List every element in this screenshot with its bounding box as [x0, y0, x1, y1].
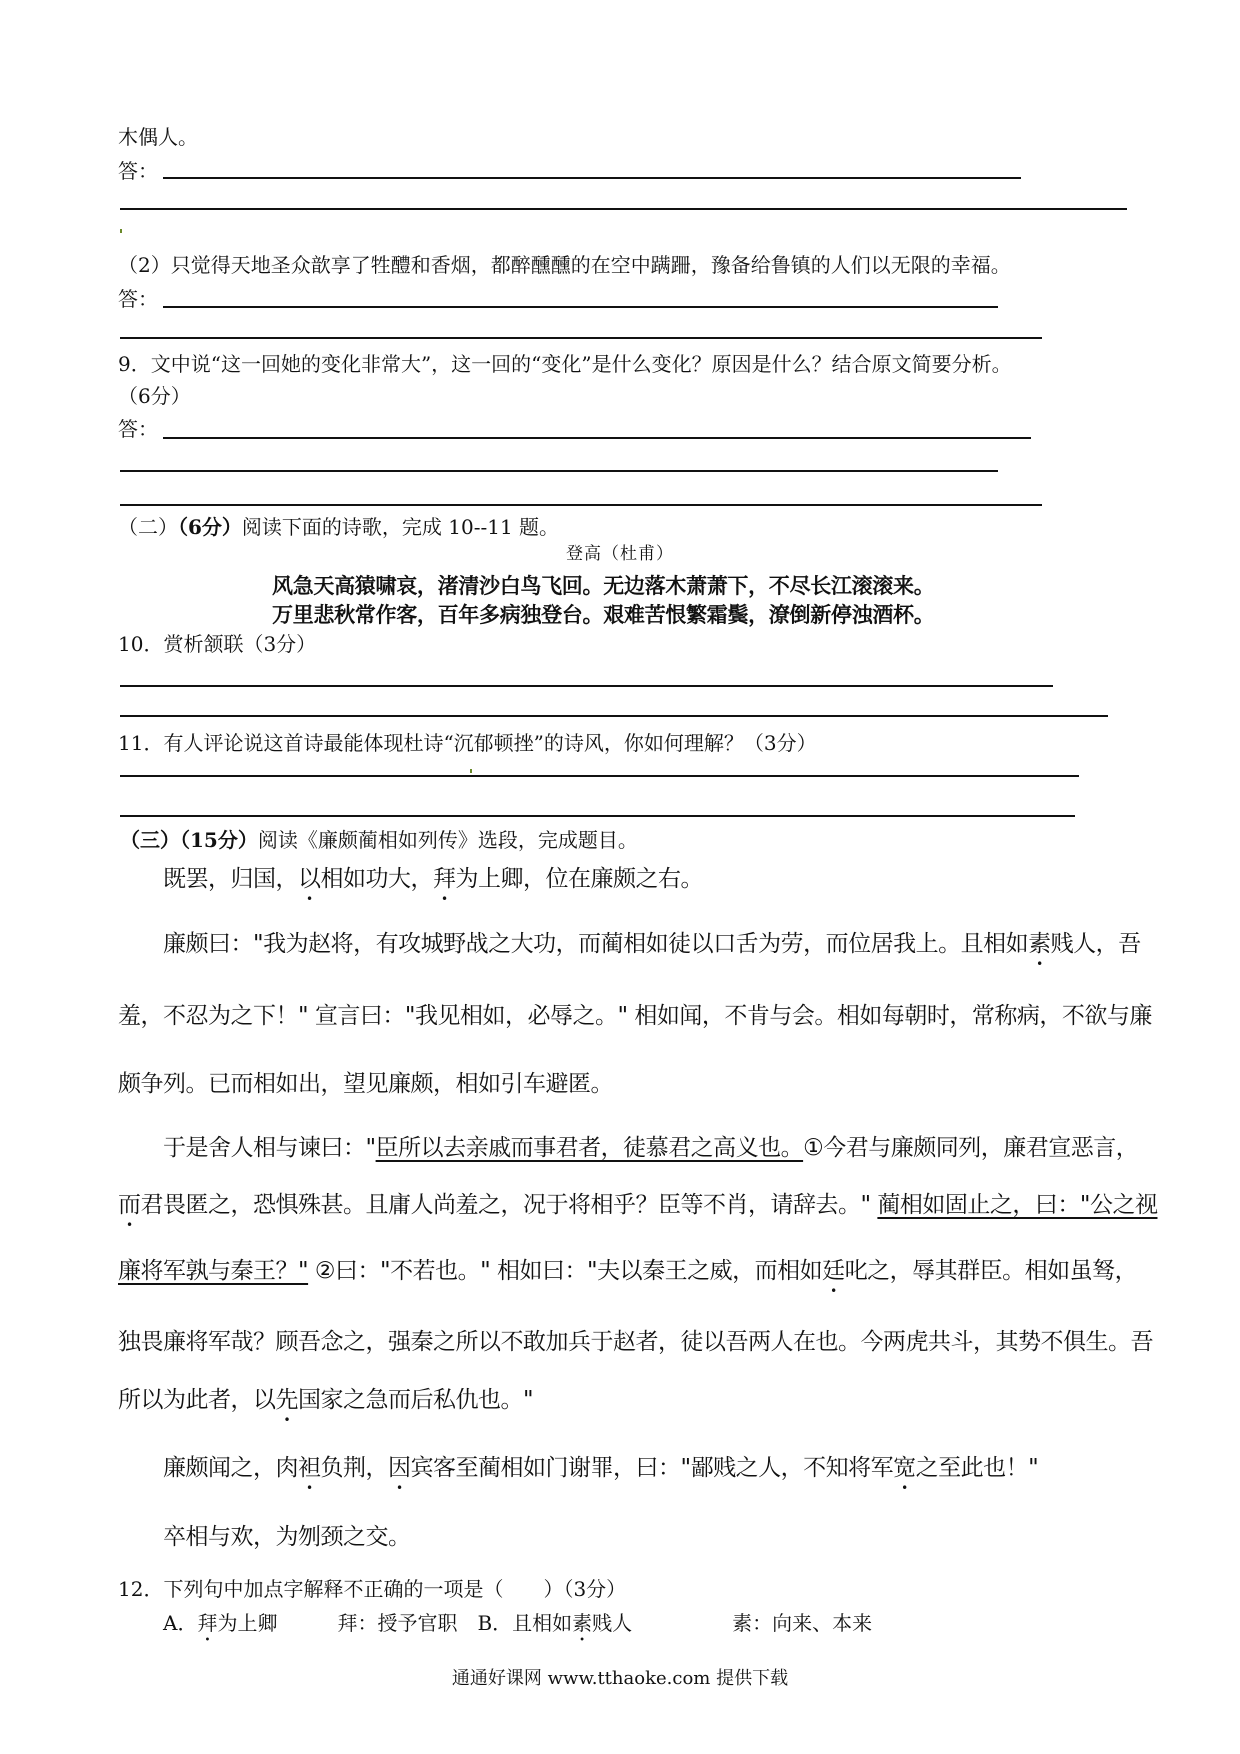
passage-line — [163, 931, 1141, 971]
text-segment: 国家之急而后私仇也。" — [298, 1387, 534, 1413]
underlined-sentence: 蔺相如固止之，曰："公之视 — [877, 1192, 1158, 1218]
text-segment: 廉颇闻之，肉 — [163, 1455, 298, 1481]
question-9: 9．文中说“这一回她的变化非常大”，这一回的“变化”是什么变化？原因是什么？结合原文简要分析。 — [118, 352, 1012, 376]
poem-title: 登高（杜甫） — [566, 544, 674, 564]
answer-line[interactable] — [120, 504, 1042, 506]
text-segment: 负荆， — [320, 1455, 388, 1481]
text-segment: ②曰："不若也。" 相如曰："夫以秦王之威，而相如 — [308, 1258, 823, 1284]
section-2-instruction: 阅读下面的诗歌，完成 10--11 题。 — [241, 515, 560, 539]
dotted-character: 素 — [1028, 931, 1051, 957]
text-segment: 于是舍人相与谏曰：" — [163, 1135, 376, 1161]
passage-line — [118, 1192, 1157, 1232]
answer-label: 答： — [118, 159, 158, 183]
text-segment: 既罢，归国， — [163, 866, 298, 892]
text-segment: 为上卿，位在廉颇之右。 — [455, 866, 703, 892]
question-10: 10．赏析颔联（3分） — [118, 632, 317, 656]
scan-speck — [470, 769, 472, 773]
text-segment: 宾客至蔺相如门谢罪，曰："鄙贱之人，不知将军 — [410, 1455, 894, 1481]
option-line — [163, 1611, 872, 1646]
text-segment: 之至此也！" — [915, 1455, 1039, 1481]
answer-line[interactable] — [120, 685, 1053, 687]
dotted-character: 宽 — [893, 1455, 916, 1481]
underlined-sentence: 廉将军孰与秦王？" — [118, 1258, 309, 1284]
answer-line[interactable] — [120, 815, 1075, 817]
question-9-score: （6分） — [118, 384, 191, 408]
text-segment: 羞，不忍为之下！" 宣言曰："我见相如，必辱之。" 相如闻，不肯与会。相如每朝时，常称病，不欲与廉 — [118, 1003, 1152, 1029]
dotted-character: 以 — [298, 866, 321, 892]
poem-line: 风急天高猿啸哀，渚清沙白鸟飞回。无边落木萧萧下，不尽长江滚滚来。 — [272, 574, 935, 598]
answer-line[interactable] — [120, 775, 1079, 777]
text-segment: 贱人 素：向来、本来 — [592, 1611, 873, 1635]
text-segment: 叱之，辱其群臣。相如虽驽， — [844, 1258, 1138, 1284]
passage-line — [163, 1137, 1138, 1160]
section-3-heading — [120, 830, 638, 850]
answer-label: 答： — [118, 417, 158, 441]
text-segment: 卒相与欢，为刎颈之交。 — [163, 1524, 411, 1550]
text-segment: 为上卿 拜：授予官职 B．且相如 — [217, 1611, 573, 1635]
passage-line — [163, 1526, 411, 1549]
text-segment: 颇争列。已而相如出，望见廉颇，相如引车避匿。 — [118, 1071, 613, 1097]
section-3-instruction: 阅读《廉颇蔺相如列传》选段，完成题目。 — [257, 828, 638, 852]
text-segment: 廉颇曰："我为赵将，有攻城野战之大功，而蔺相如徒以口舌为劳，而位居我上。且相如 — [163, 931, 1029, 957]
passage-line — [163, 866, 703, 906]
question-8-tail: 木偶人。 — [118, 125, 198, 149]
footer-source: 通通好课网 www.tthaoke.com 提供下载 — [451, 1668, 789, 1689]
text-segment: 相如功大， — [320, 866, 433, 892]
dotted-character: 先 — [275, 1387, 298, 1413]
poem-line: 万里悲秋常作客，百年多病独登台。艰难苦恨繁霜鬓，潦倒新停浊酒杯。 — [272, 603, 935, 627]
question-8-item-2: （2）只觉得天地圣众歆享了牲醴和香烟，都醉醺醺的在空中蹒跚，豫备给鲁镇的人们以无限的幸福。 — [118, 253, 1011, 277]
dotted-character: 袒 — [298, 1455, 321, 1481]
dotted-character: 廷 — [822, 1258, 845, 1284]
answer-line[interactable] — [120, 470, 998, 472]
section-2-heading — [118, 517, 559, 537]
dotted-character: 拜 — [197, 1611, 218, 1635]
answer-line[interactable] — [120, 337, 1042, 339]
text-segment: 所以为此者，以 — [118, 1387, 276, 1413]
section-2-prefix: （二） — [118, 515, 178, 539]
section-2-score: （6分） — [178, 515, 242, 539]
dotted-character: 因 — [388, 1455, 411, 1481]
dotted-character: 而 — [118, 1192, 141, 1218]
text-segment: 独畏廉将军哉？顾吾念之，强秦之所以不敢加兵于赵者，徒以吾两人在也。今两虎共斗，其势不俱生。吾 — [118, 1329, 1153, 1355]
text-segment: ①今君与廉颇同列，廉君宣恶言， — [803, 1135, 1139, 1161]
answer-line[interactable] — [120, 715, 1108, 717]
answer-line[interactable] — [163, 437, 1031, 439]
passage-line — [118, 1387, 533, 1427]
text-segment: A． — [163, 1611, 198, 1635]
question-11: 11．有人评论说这首诗最能体现杜诗“沉郁顿挫”的诗风，你如何理解？（3分） — [118, 731, 817, 755]
question-12: 12．下列句中加点字解释不正确的一项是（ ）（3分） — [118, 1577, 627, 1601]
text-segment: 贱人，吾 — [1050, 931, 1141, 957]
scan-speck — [120, 229, 122, 233]
passage-line — [118, 1005, 1152, 1028]
dotted-character: 拜 — [433, 866, 456, 892]
passage-line — [163, 1455, 1038, 1495]
answer-label: 答： — [118, 287, 158, 311]
answer-line[interactable] — [163, 306, 998, 308]
dotted-character: 素 — [572, 1611, 593, 1635]
answer-line[interactable] — [120, 208, 1127, 210]
text-segment: 君畏匿之，恐惧殊甚。且庸人尚羞之，况于将相乎？臣等不肖，请辞去。" — [140, 1192, 878, 1218]
answer-line[interactable] — [163, 177, 1021, 179]
passage-line — [118, 1258, 1137, 1298]
passage-line — [118, 1073, 613, 1096]
underlined-sentence: 臣所以去亲戚而事君者，徒慕君之高义也。 — [375, 1135, 804, 1161]
passage-line — [118, 1331, 1153, 1354]
section-3-score: （三）（15分） — [120, 828, 258, 852]
